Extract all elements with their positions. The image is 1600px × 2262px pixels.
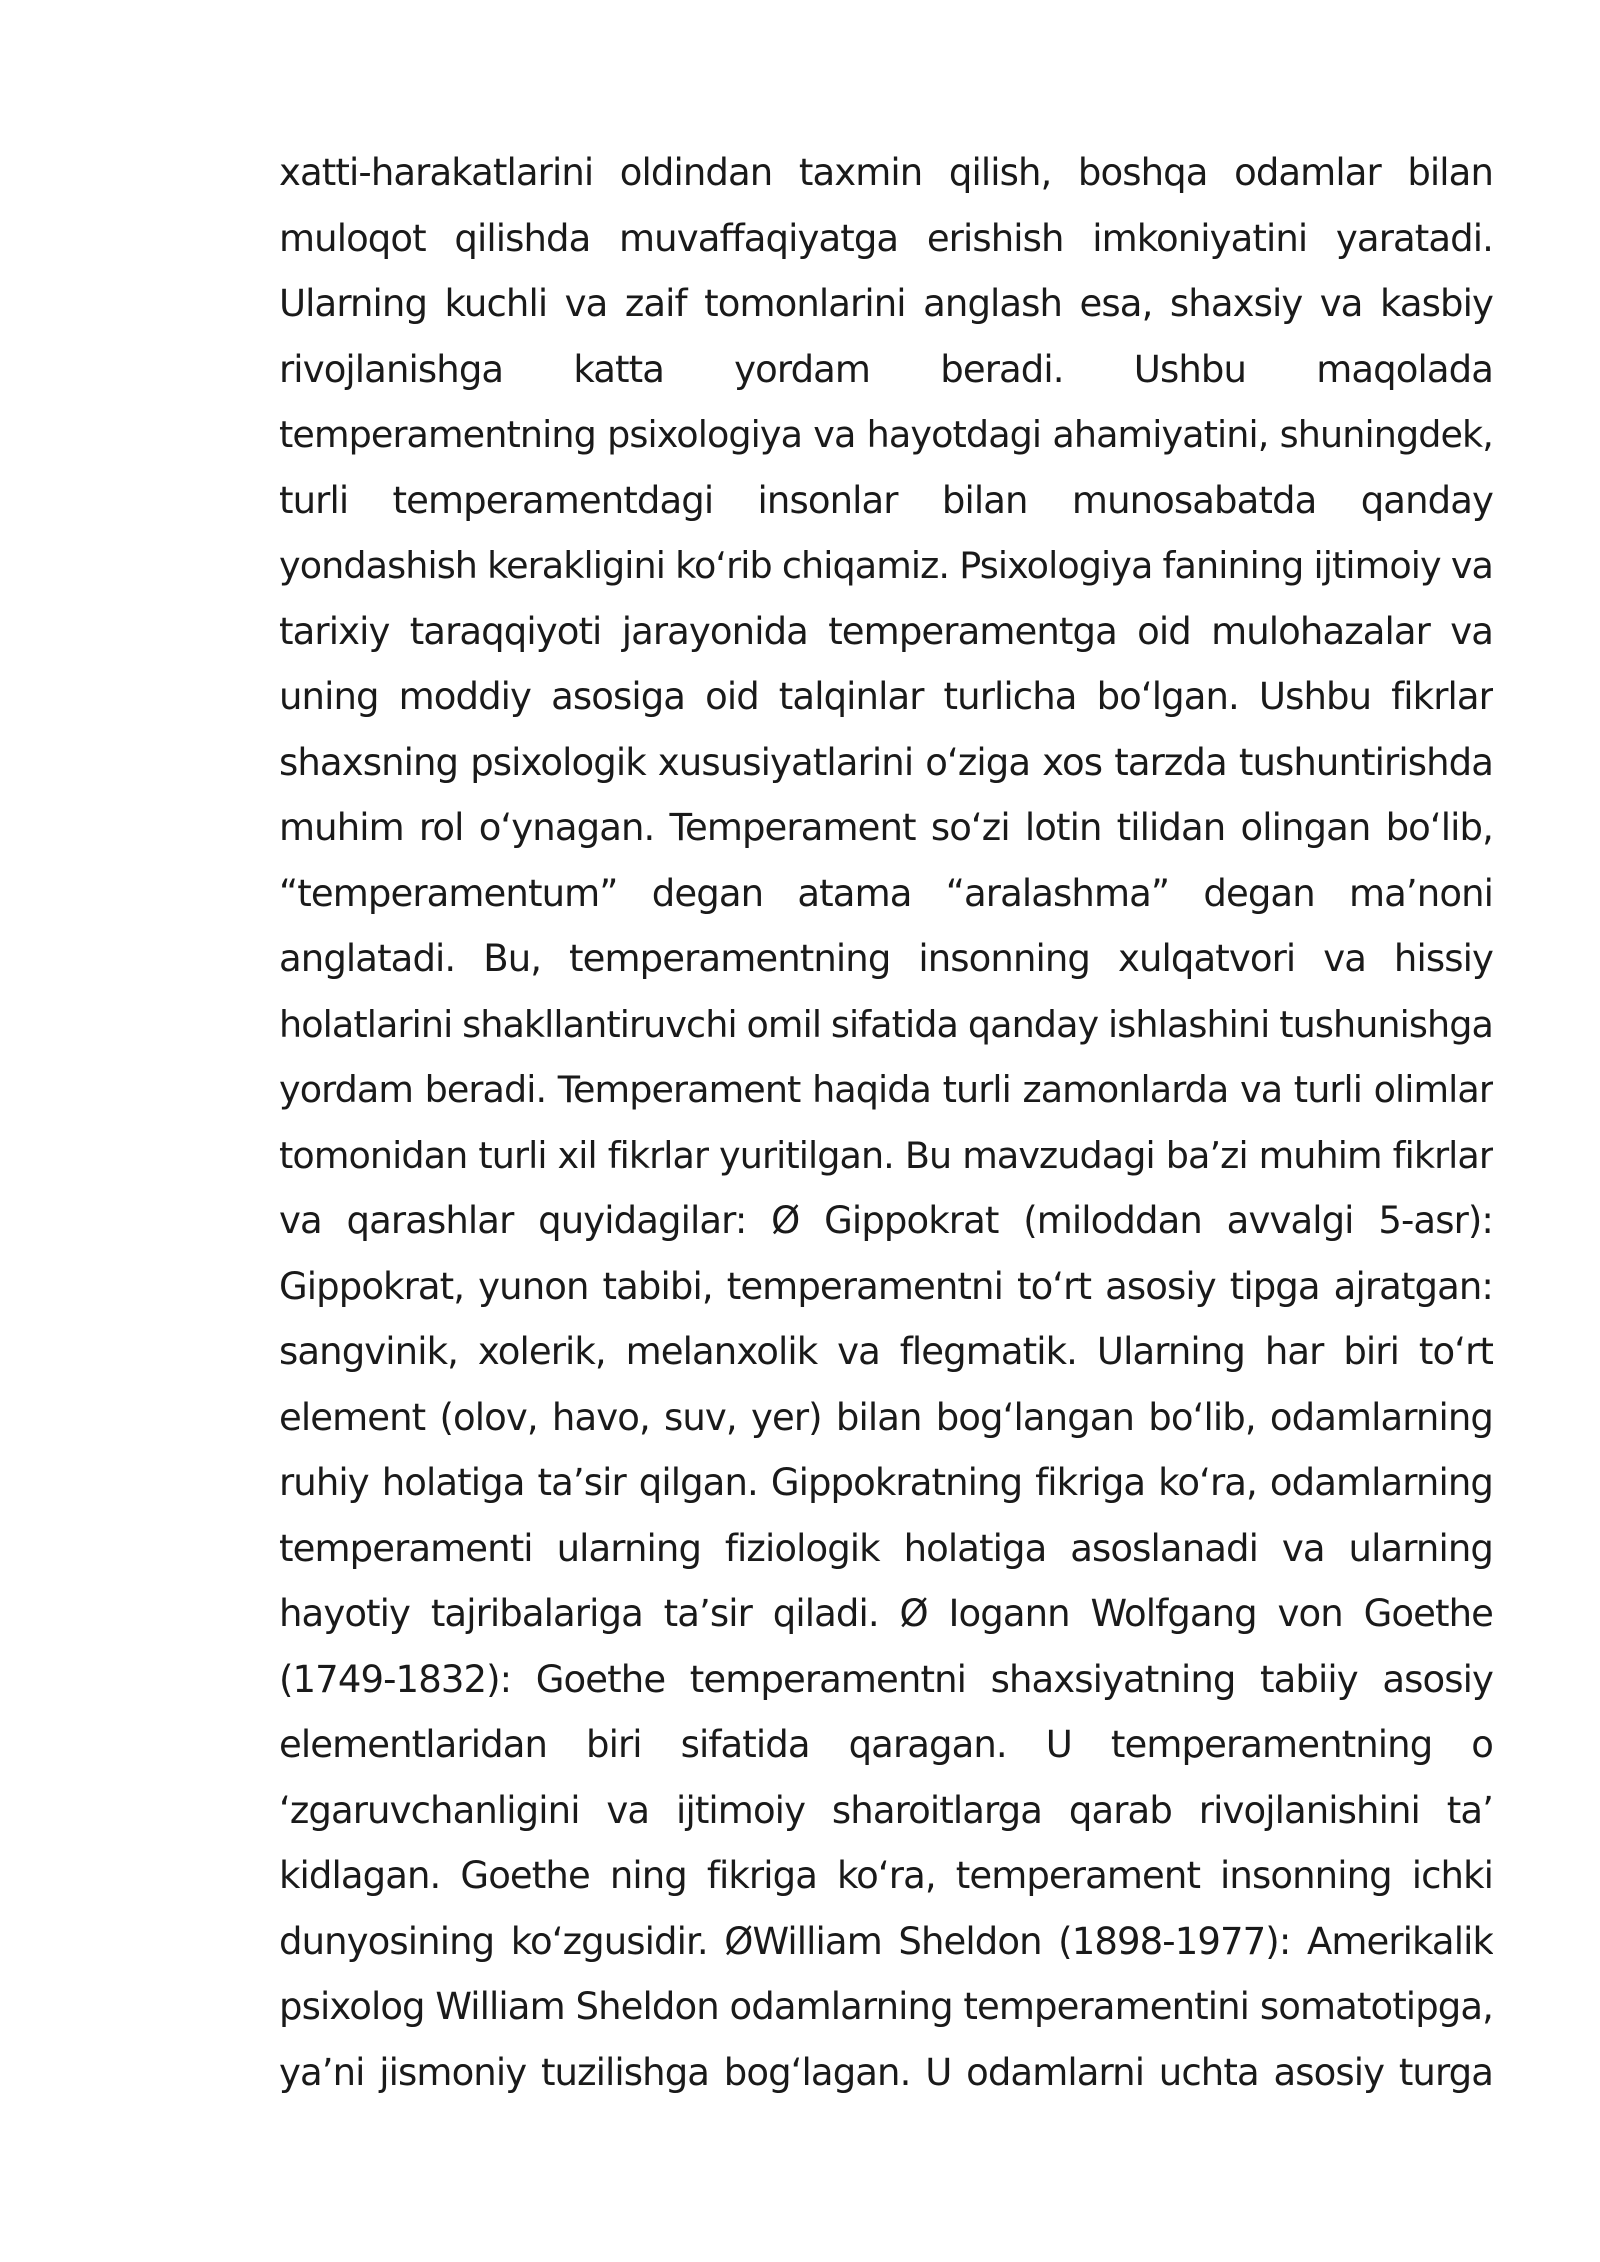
text-line: rivojlanishga katta yordam beradi. Ushbu maqolada	[279, 347, 1493, 391]
text-line: muloqot qilishda muvaffaqiyatga erishish imkoniyatini yaratadi.	[279, 216, 1493, 260]
text-line: sangvinik, xolerik, melanxolik va flegmatik. Ularning har biri toʻrt	[279, 1330, 1493, 1373]
text-line: tarixiy taraqqiyoti jarayonida temperamentga oid mulohazalar va	[279, 609, 1493, 653]
text-line: element (olov, havo, suv, yer) bilan bogʻlangan boʻlib, odamlarning	[279, 1395, 1493, 1439]
text-line: ya’ni jismoniy tuzilishga bogʻlagan. U odamlarni uchta asosiy turga	[279, 2050, 1493, 2094]
text-line: kidlagan. Goethe ning fikriga koʻra, temperament insonning ichki	[279, 1854, 1493, 1897]
text-line: tomonidan turli xil fikrlar yuritilgan. Bu mavzudagi ba’zi muhim fikrlar	[279, 1133, 1493, 1177]
text-line: elementlaridan biri sifatida qaragan. U temperamentning o	[279, 1723, 1493, 1766]
text-line: turli temperamentdagi insonlar bilan munosabatda qanday	[279, 478, 1493, 522]
text-line: dunyosining koʻzgusidir. ØWilliam Sheldon (1898-1977): Amerikalik	[279, 1919, 1493, 1963]
text-line: muhim rol oʻynagan. Temperament soʻzi lotin tilidan olingan boʻlib,	[279, 806, 1493, 849]
text-line: temperamenti ularning fiziologik holatiga asoslanadi va ularning	[279, 1526, 1493, 1570]
text-line: yordam beradi. Temperament haqida turli zamonlarda va turli olimlar	[279, 1068, 1493, 1111]
text-line: anglatadi. Bu, temperamentning insonning xulqatvori va hissiy	[279, 937, 1493, 980]
text-line: (1749-1832): Goethe temperamentni shaxsiyatning tabiiy asosiy	[279, 1657, 1493, 1701]
text-line: uning moddiy asosiga oid talqinlar turlicha boʻlgan. Ushbu fikrlar	[279, 675, 1493, 718]
text-line: xatti-harakatlarini oldindan taxmin qilish, boshqa odamlar bilan	[279, 151, 1493, 194]
text-line: hayotiy tajribalariga ta’sir qiladi. Ø Iogann Wolfgang von Goethe	[279, 1592, 1493, 1635]
text-line: shaxsning psixologik xususiyatlarini oʻziga xos tarzda tushuntirishda	[279, 740, 1493, 784]
text-line: Ularning kuchli va zaif tomonlarini anglash esa, shaxsiy va kasbiy	[279, 282, 1493, 325]
text-line: psixolog William Sheldon odamlarning temperamentini somatotipga,	[279, 1985, 1493, 2028]
text-line: Gippokrat, yunon tabibi, temperamentni toʻrt asosiy tipga ajratgan:	[279, 1264, 1493, 1308]
text-line: holatlarini shakllantiruvchi omil sifatida qanday ishlashini tushunishga	[279, 1002, 1493, 1046]
text-line: va qarashlar quyidagilar: Ø Gippokrat (miloddan avvalgi 5-asr):	[279, 1199, 1493, 1242]
text-line: temperamentning psixologiya va hayotdagi ahamiyatini, shuningdek,	[279, 413, 1493, 456]
text-line: ruhiy holatiga ta’sir qilgan. Gippokratning fikriga koʻra, odamlarning	[279, 1461, 1493, 1504]
text-line: “temperamentum” degan atama “aralashma” degan ma’noni	[279, 871, 1493, 915]
body-text	[279, 140, 1493, 2105]
text-line: ‘zgaruvchanligini va ijtimoiy sharoitlarga qarab rivojlanishini ta’	[279, 1788, 1493, 1832]
text-line: yondashish kerakligini koʻrib chiqamiz. Psixologiya fanining ijtimoiy va	[279, 544, 1493, 587]
